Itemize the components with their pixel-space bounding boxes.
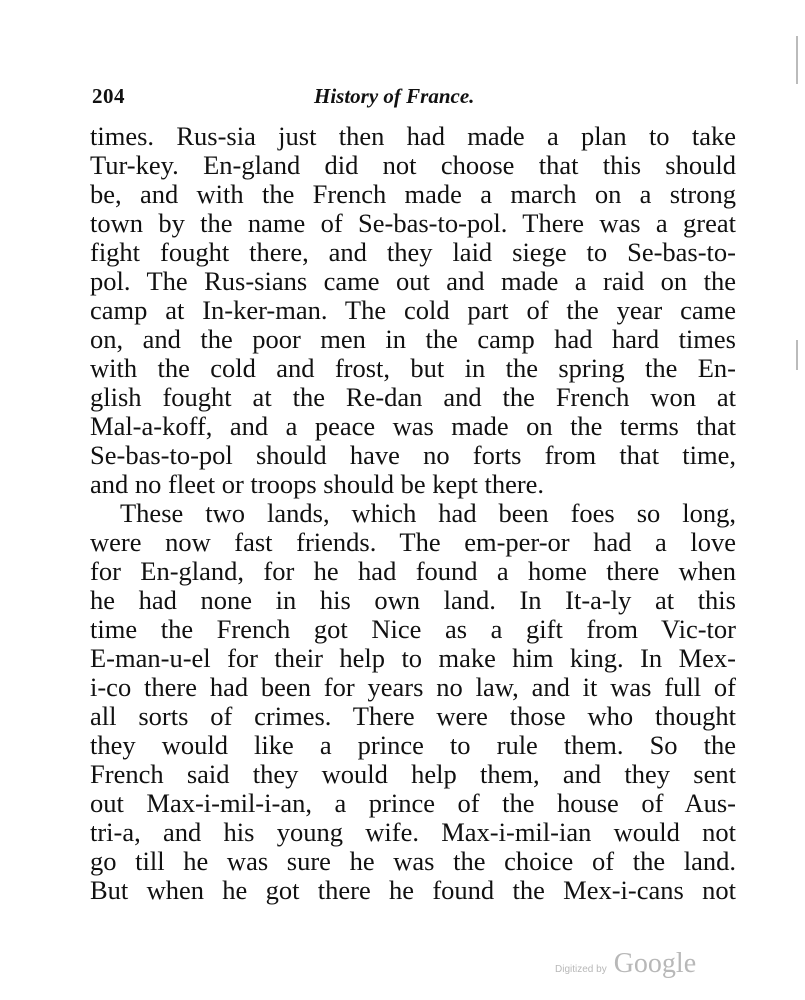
text-line: fight fought there, and they laid siege to Se-bas-to- bbox=[90, 237, 736, 267]
text-line: times. Rus-sia just then had made a plan to take bbox=[90, 121, 736, 151]
page-header bbox=[92, 84, 732, 112]
text-line: time the French got Nice as a gift from Vic-tor bbox=[90, 614, 736, 644]
text-line: town by the name of Se-bas-to-pol. There was a great bbox=[90, 208, 736, 238]
text-line: and no fleet or troops should be kept there. bbox=[90, 469, 545, 499]
text-line: i-co there had been for years no law, and it was full of bbox=[90, 672, 736, 702]
text-line: But when he got there he found the Mex-i-cans not bbox=[90, 875, 736, 905]
watermark-prefix: Digitized by bbox=[555, 964, 607, 975]
margin-mark bbox=[796, 36, 798, 84]
text-line: Se-bas-to-pol should have no forts from that time, bbox=[90, 440, 736, 470]
text-line: they would like a prince to rule them. So the bbox=[90, 730, 736, 760]
text-line: on, and the poor men in the camp had hard times bbox=[90, 324, 736, 354]
page-number: 204 bbox=[92, 84, 125, 108]
body-text bbox=[90, 122, 736, 905]
digitized-by-google-watermark bbox=[555, 948, 696, 980]
watermark-brand: Google bbox=[613, 948, 697, 979]
text-line: all sorts of crimes. There were those who thought bbox=[90, 701, 736, 731]
text-line: camp at In-ker-man. The cold part of the year came bbox=[90, 295, 736, 325]
text-line: Mal-a-koff, and a peace was made on the terms that bbox=[90, 411, 736, 441]
text-line: glish fought at the Re-dan and the French won at bbox=[90, 382, 736, 412]
text-line: Tur-key. En-gland did not choose that this should bbox=[90, 150, 736, 180]
text-line: for En-gland, for he had found a home there when bbox=[90, 556, 736, 586]
text-line: were now fast friends. The em-per-or had a love bbox=[90, 527, 736, 557]
running-title: History of France. bbox=[314, 84, 475, 108]
margin-mark bbox=[796, 340, 798, 370]
text-line: go till he was sure he was the choice of the land. bbox=[90, 846, 736, 876]
text-line: with the cold and frost, but in the spring the En- bbox=[90, 353, 736, 383]
text-line: out Max-i-mil-i-an, a prince of the house of Aus- bbox=[90, 788, 736, 818]
text-line: pol. The Rus-sians came out and made a raid on the bbox=[90, 266, 736, 296]
text-line: French said they would help them, and they sent bbox=[90, 759, 736, 789]
text-line: tri-a, and his young wife. Max-i-mil-ian would not bbox=[90, 817, 736, 847]
text-line: he had none in his own land. In It-a-ly at this bbox=[90, 585, 736, 615]
text-line: be, and with the French made a march on a strong bbox=[90, 179, 736, 209]
text-line: These two lands, which had been foes so long, bbox=[120, 498, 736, 528]
text-line: E-man-u-el for their help to make him king. In Mex- bbox=[90, 643, 736, 673]
